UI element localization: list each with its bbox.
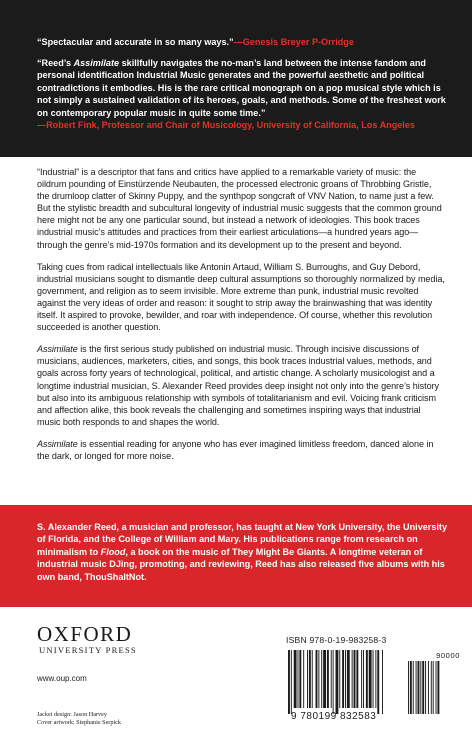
author-bio-text: , a book on the music of They Might Be Giants. A longtime veteran of industrial music DJing, promoting, and reviewing, Reed has also released five albums with his own band, ThouShaltNot. [37, 546, 445, 582]
barcode-bar [299, 650, 301, 708]
barcode-addon-bar [418, 661, 420, 714]
barcode-bars [286, 650, 446, 736]
description-paragraph-4 [37, 438, 445, 462]
barcode-bar [321, 650, 322, 708]
barcode-bar [375, 650, 376, 708]
publisher-name: OXFORD [37, 622, 133, 646]
blurb-quote-1 [37, 36, 448, 49]
blurb-quote-1-attribution: —Genesis Breyer P-Orridge [233, 37, 354, 47]
barcode-bar [354, 650, 356, 708]
publisher-logo [37, 623, 197, 655]
barcode-addon-bar [422, 661, 424, 714]
barcode-addon-bar [428, 661, 429, 714]
jacket-design-credit: Jacket design: Jason Harvey [37, 711, 107, 718]
cover-credits [37, 711, 121, 727]
blurb-quote-2 [37, 57, 448, 132]
description-paragraph-3-book-title: Assimilate [37, 344, 78, 355]
barcode-bar [291, 650, 292, 714]
barcode-bar [327, 650, 329, 708]
barcode-bar [347, 650, 350, 708]
publisher-url: www.oup.com [37, 674, 87, 683]
barcode-bar [294, 650, 297, 708]
barcode-bar [288, 650, 290, 714]
barcode-bar [331, 650, 332, 708]
barcode-addon-bar [425, 661, 426, 714]
blurb-quote-2-lead: “Reed’s [37, 57, 74, 68]
barcode-addon-bar [437, 661, 439, 714]
barcode-bar [363, 650, 364, 708]
description-paragraph-1: “Industrial” is a descriptor that fans and critics have applied to a remarkable variety of music: the oildrum pounding of Einstürzende Neubauten, the processed electronic groans of Throbbing Gristle, the drumloop clatter of Skinny Puppy, and the synthpop songcraft of VNV Nation, to name just a few. But the stylistic breadth and subcultural longevity of industrial music suggests that the common ground here might not be any one particular sound, but instead a network of ideologies. This book traces industrial music’s attitudes and practices from their earliest articulations—a hundred years ago—through the genre’s mid-1970s formation and its development up to the present and beyond. [37, 167, 442, 250]
barcode-bar [339, 650, 340, 708]
description-paragraph-2: Taking cues from radical intellectuals like Antonin Artaud, William S. Burroughs, and Guy Debord, industrial musicians sought to dismantle deep cultural assumptions so thoroughly normalized by media, government, and religion as to seem invisible. More extreme than punk, industrial music revolted against the very ideas of order and reason: it sought to strip away the brainwashing that was identity itself. It aspired to provoke, bewilder, and roar with independence. Of course, whether this revolution succeeded is another question. [37, 261, 445, 333]
barcode-addon-bar [416, 661, 417, 714]
isbn-label: ISBN 978-0-19-983258-3 [286, 635, 387, 645]
barcode-bar [352, 650, 353, 708]
barcode-bar [366, 650, 368, 708]
barcode-bar [316, 650, 318, 708]
description-section [37, 166, 445, 472]
barcode-bar [356, 650, 358, 708]
barcode-bar [323, 650, 326, 708]
barcode-bar [342, 650, 344, 708]
blurb-quote-1-text: “Spectacular and accurate in so many ways.” [37, 37, 234, 47]
barcode-price-code: 90000 [436, 651, 460, 660]
barcode-bar [336, 650, 339, 714]
description-paragraph-3 [37, 343, 445, 428]
publisher-subname: UNIVERSITY PRESS [39, 645, 137, 655]
barcode-digits: 9 780199 832583 [291, 711, 377, 722]
author-bio-book-title: Flood [100, 546, 126, 557]
barcode-bar [312, 650, 313, 708]
barcode-addon-bar [420, 661, 421, 714]
description-paragraph-3-text: is the first serious study published on industrial music. Through incisive discussions of musicians, audiences, marketers, cities, and songs, this book traces industrial values, methods, and goals across forty years of technological, political, and artistic change. A scholarly musicologist and a longtime industrial musician, S. Alexander Reed provides deep insight not only into the genre’s history but also into its ambiguous relationship with symbols of totalitarianism and evil. Voicing frank criticism and affection alike, this book reveals the challenging and sometimes inspiring ways that industrial music both responds to and shapes the world. [37, 344, 440, 427]
barcode-bar [303, 650, 304, 708]
barcode-bar [377, 650, 379, 714]
barcode-addon-bar [410, 661, 412, 714]
cover-artwork-credit: Cover artwork: Stephanie Serpick [37, 719, 122, 727]
description-paragraph-4-text: is essential reading for anyone who has ever imagined limitless freedom, danced alone in the dark, or longed for more noise. [37, 438, 434, 461]
barcode-bar [309, 650, 311, 708]
barcode-bar [333, 650, 334, 714]
author-bio [37, 521, 450, 583]
barcode-bar [318, 650, 319, 708]
blurbs-section [0, 0, 472, 157]
barcode-bar [382, 650, 383, 714]
barcode-addon-bar [433, 661, 434, 714]
description-paragraph-4-book-title: Assimilate [37, 438, 78, 449]
blurb-quote-2-attribution: —Robert Fink, Professor and Chair of Musicology, University of California, Los Angeles [37, 120, 415, 130]
barcode-addon-bar [431, 661, 432, 714]
barcode-bar [361, 650, 362, 708]
barcode-bar [369, 650, 372, 708]
barcode-bar [307, 650, 308, 708]
blurb-quote-2-book-title: Assimilate [73, 57, 120, 68]
barcode-addon-bar [408, 661, 409, 714]
barcode [286, 650, 446, 736]
author-bio-section [0, 505, 472, 607]
barcode-addon-bar [413, 661, 414, 714]
barcode-bar [373, 650, 374, 708]
barcode-bar [345, 650, 346, 708]
blurb-quote-2-text: skillfully navigates the no-man’s land between the intense fandom and personal identification Industrial Music generates and the powerful aesthetic and political contradictions it embodies. His is the rare critical monograph on a pop musical style which is not simply a sustained validation of its heroes, goals, and methods. Some of the freshest work on contemporary popular music in quite some time.” [37, 57, 446, 118]
author-bio-lead: S. Alexander Reed, a musician and professor, has taught at New York University, the University of Florida, and the College of William and Mary. His publications range from research on minimalism to [37, 522, 448, 557]
barcode-bar [298, 650, 299, 708]
barcode-addon-bar [436, 661, 437, 714]
